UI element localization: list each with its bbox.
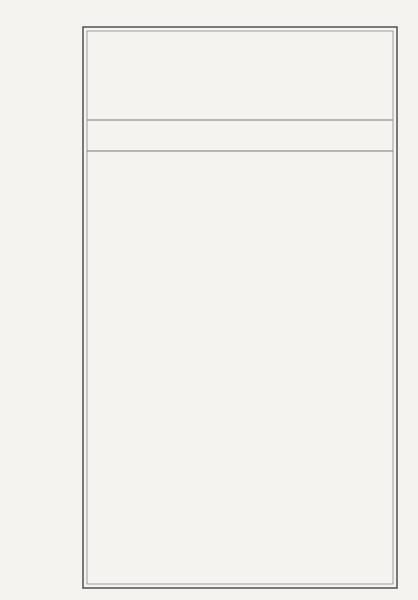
outer-frame-rule bbox=[83, 27, 397, 588]
inner-frame-rule bbox=[87, 31, 393, 584]
